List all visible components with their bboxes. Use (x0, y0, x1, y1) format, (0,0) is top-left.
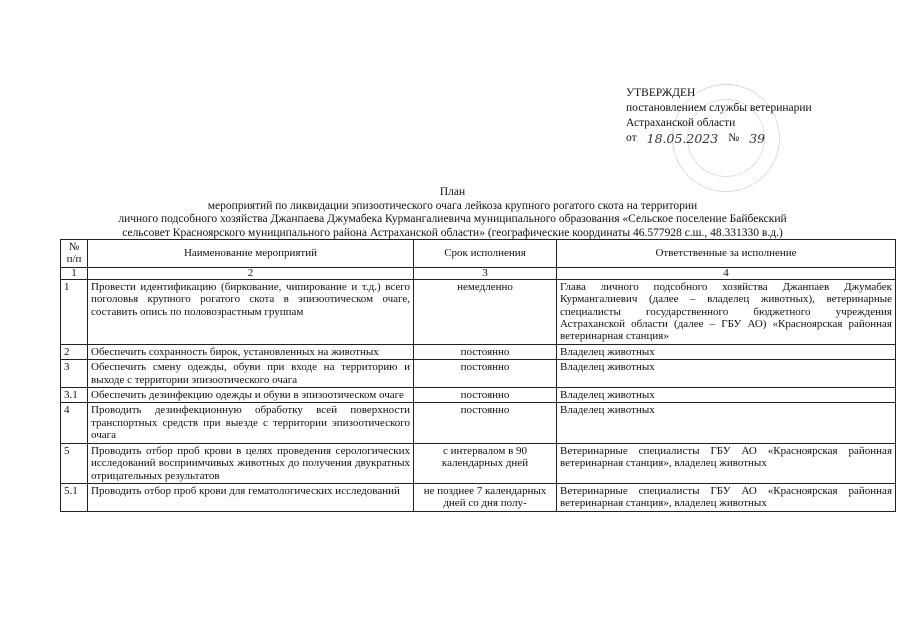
row-name: Обеспечить сохранность бирок, установленных на животных (88, 344, 414, 359)
column-number: 3 (414, 267, 557, 279)
approval-date: 18.05.2023 (646, 131, 719, 146)
approval-title: УТВЕРЖДЕН (626, 87, 696, 99)
table-row (61, 483, 896, 511)
row-num: 5 (61, 443, 88, 483)
row-name: Обеспечить дезинфекцию одежды и обуви в эпизоотическом очаге (88, 388, 414, 403)
row-responsible: Владелец животных (557, 388, 896, 403)
table-row (61, 360, 896, 388)
row-deadline: постоянно (414, 403, 557, 443)
header-num: № п/п (61, 240, 88, 268)
table-row (61, 279, 896, 344)
row-deadline: постоянно (414, 360, 557, 388)
row-deadline: постоянно (414, 344, 557, 359)
column-number-row (61, 267, 896, 279)
row-name: Проводить отбор проб крови в целях проведения серологических исследований восприимчивых животных до получения двукратных отрицательных результатов (88, 443, 414, 483)
row-num: 3.1 (61, 388, 88, 403)
row-deadline: с интервалом в 90 календарных дней (414, 443, 557, 483)
row-deadline: немедленно (414, 279, 557, 344)
table-row (61, 443, 896, 483)
row-name: Обеспечить смену одежды, обуви при входе на территорию и выходе с территории эпизоотического очага (88, 360, 414, 388)
row-num: 4 (61, 403, 88, 443)
column-number: 1 (61, 267, 88, 279)
table-row (61, 403, 896, 443)
row-responsible: Ветеринарные специалисты ГБУ АО «Красноярская районная ветеринарная станция», владелец животных (557, 483, 896, 511)
title-line-3: личного подсобного хозяйства Джанпаева Джумабека Курмангалиевича муниципального образования «Сельское поселение Байбекский (118, 213, 787, 225)
measures-table (60, 239, 896, 512)
column-number: 4 (557, 267, 896, 279)
row-num: 3 (61, 360, 88, 388)
date-prefix: от (626, 132, 637, 144)
row-deadline-text: не позднее 7 календарных дней со дня полу- (423, 484, 547, 509)
row-num: 2 (61, 344, 88, 359)
row-name: Проводить дезинфекционную обработку всей поверхности транспортных средств при выезде с территории эпизоотического очага (88, 403, 414, 443)
row-deadline (414, 483, 557, 511)
header-deadline: Срок исполнения (414, 240, 557, 268)
row-responsible: Глава личного подсобного хозяйства Джанпаев Джумабек Курмангалиевич (далее – владелец животных), ветеринарные специалисты государственного бюджетного учреждения Астраханской области (далее – ГБУ АО) «Красноярская районная ветеринарная станция» (557, 279, 896, 344)
table-row (61, 344, 896, 359)
number-prefix: № (728, 132, 740, 144)
row-responsible: Ветеринарные специалисты ГБУ АО «Красноярская районная ветеринарная станция», владелец животных (557, 443, 896, 483)
table-row (61, 388, 896, 403)
header-responsible: Ответственные за исполнение (557, 240, 896, 268)
approval-region: Астраханской области (626, 117, 736, 129)
title-line-4: сельсовет Красноярского муниципального района Астраханской области» (географические координаты 46.577928 с.ш., 48.331330 в.д.) (122, 226, 783, 239)
title-line-1: План (439, 186, 466, 198)
approval-number: 39 (749, 131, 766, 146)
row-responsible: Владелец животных (557, 344, 896, 359)
row-num: 1 (61, 279, 88, 344)
approval-authority: постановлением службы ветеринарии (626, 102, 812, 114)
row-num: 5.1 (61, 483, 88, 511)
approval-date-line (626, 131, 896, 146)
header-name: Наименование мероприятий (88, 240, 414, 268)
row-deadline: постоянно (414, 388, 557, 403)
document-title (0, 186, 905, 240)
column-number: 2 (88, 267, 414, 279)
approval-block (626, 86, 896, 146)
row-responsible: Владелец животных (557, 403, 896, 443)
row-name: Проводить отбор проб крови для гематологических исследований (88, 483, 414, 511)
row-name: Провести идентификацию (биркование, чипирование и т.д.) всего поголовья крупного рогатого скота в эпизоотическом очаге, составить опись по половозрастным группам (88, 279, 414, 344)
title-line-2: мероприятий по ликвидации эпизоотического очага лейкоза крупного рогатого скота на территории (207, 199, 698, 212)
table-header-row (61, 240, 896, 268)
row-responsible: Владелец животных (557, 360, 896, 388)
